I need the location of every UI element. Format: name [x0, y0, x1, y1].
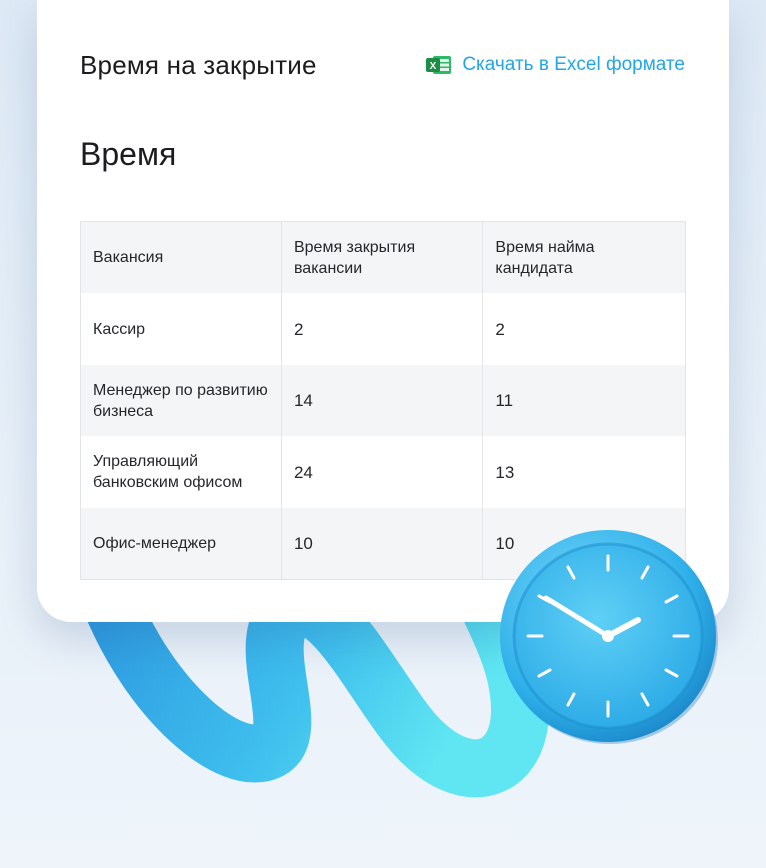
clock-icon [498, 526, 722, 748]
hire-time-cell: 10 [483, 508, 686, 580]
hire-time-cell: 13 [483, 436, 686, 508]
excel-icon [426, 55, 452, 75]
card-title: Время на закрытие [80, 50, 317, 80]
close-time-cell: 2 [281, 293, 482, 365]
vacancy-cell: Менеджер по развитию бизнеса [81, 365, 282, 436]
table-row [81, 436, 686, 508]
hire-time-cell: 11 [483, 365, 686, 436]
header-hire-time: Время найма кандидата [483, 222, 686, 294]
download-excel-link[interactable] [426, 54, 685, 76]
download-excel-label[interactable]: Скачать в Excel формате [462, 54, 685, 75]
header-vacancy: Вакансия [81, 222, 282, 294]
vacancy-cell: Управляющий банковским офисом [81, 436, 282, 508]
svg-text:X: X [429, 61, 437, 72]
close-time-cell: 14 [281, 365, 482, 436]
header-close-time: Время закрытия вакансии [281, 222, 482, 294]
close-time-cell: 24 [281, 436, 482, 508]
table-header-row [81, 222, 686, 294]
table-row [81, 293, 686, 365]
hire-time-cell: 2 [483, 293, 686, 365]
vacancy-cell: Офис-менеджер [81, 508, 282, 580]
vacancy-cell: Кассир [81, 293, 282, 365]
close-time-cell: 10 [281, 508, 482, 580]
section-title: Время [80, 136, 177, 172]
table-row [81, 365, 686, 436]
